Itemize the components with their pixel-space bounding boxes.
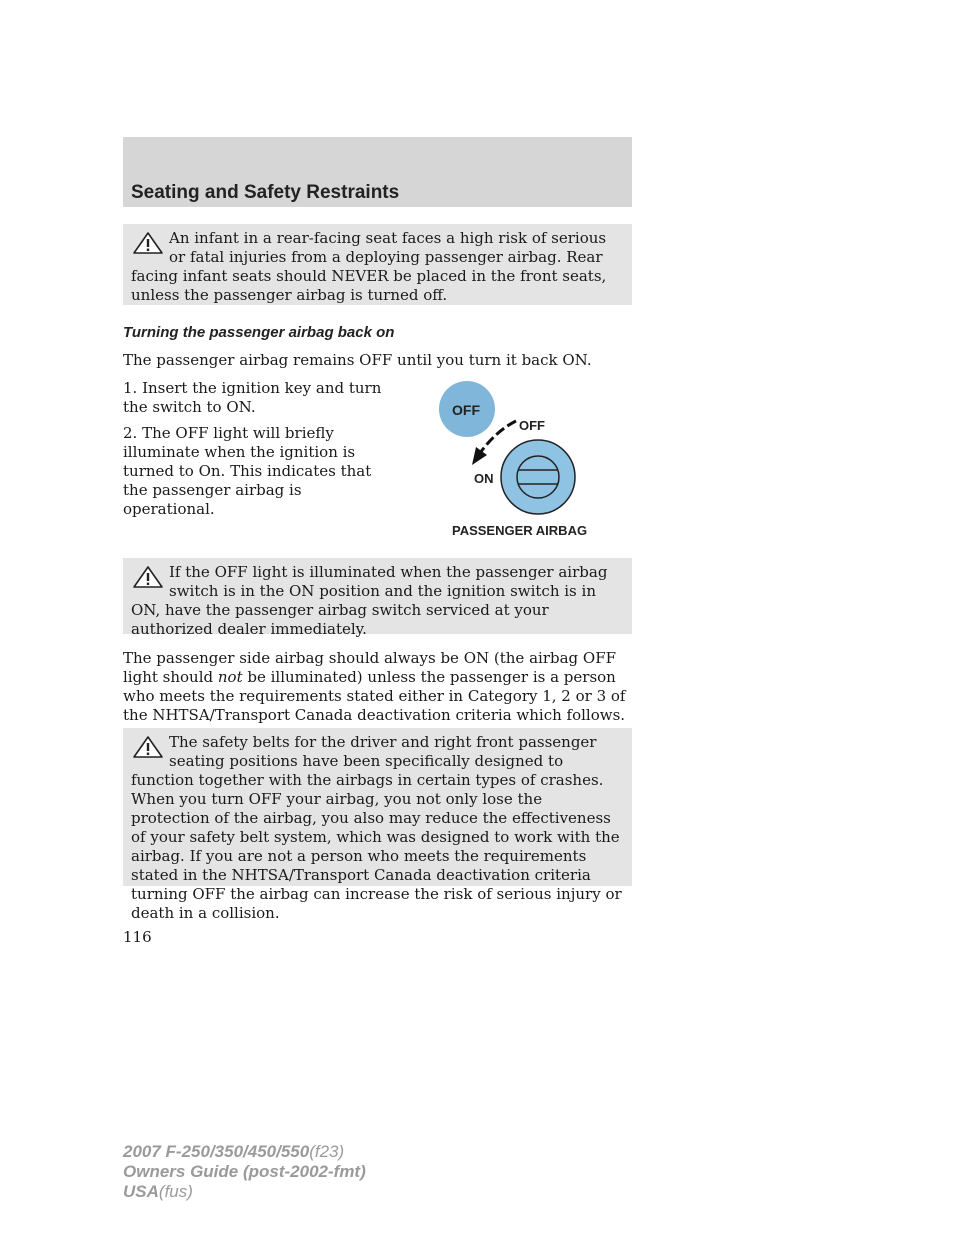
warning-triangle-icon <box>131 231 165 255</box>
warning-triangle-icon <box>131 565 165 589</box>
warning-text: An infant in a rear-facing seat faces a high risk of serious or fatal injuries from a deploying passenger airbag. Rear facing infant seats should NEVER be placed in the front seats, unless the passenger airbag is turned off. <box>131 229 607 304</box>
airbag-on-paragraph <box>123 649 632 725</box>
warning-box-infant-seat <box>123 224 632 305</box>
warning-text: If the OFF light is illuminated when the passenger airbag switch is in the ON position and the ignition switch is in ON, have the passenger airbag switch serviced at your authorized dealer immediately. <box>131 563 608 638</box>
section-header-band <box>123 137 632 207</box>
paragraph-text-end: be illuminated) unless the passenger is a person who meets the requirements stated either in Category 1, 2 or 3 of the NHTSA/Transport Canada deactivation criteria which follows. <box>123 668 626 724</box>
document-footer <box>123 1142 366 1202</box>
off-light-label: OFF <box>452 402 480 418</box>
section-title: Seating and Safety Restraints <box>131 182 400 203</box>
warning-text: The safety belts for the driver and right front passenger seating positions have been specifically designed to function together with the airbags in certain types of crashes. When you turn OFF your airbag, you not only lose the protection of the airbag, you also may reduce the effectiveness of your safety belt system, which was designed to work with the airbag. If you are not a person who meets the requirements stated in the NHTSA/Transport Canada deactivation criteria turning OFF the airbag can increase the risk of serious injury or death in a collision. <box>131 733 622 922</box>
footer-line-1 <box>123 1142 366 1162</box>
intro-paragraph: The passenger airbag remains OFF until you turn it back ON. <box>123 351 592 369</box>
passenger-airbag-switch-diagram <box>438 379 598 539</box>
step-1: 1. Insert the ignition key and turn the switch to ON. <box>123 379 382 416</box>
paragraph-emphasis: not <box>217 668 243 686</box>
passenger-airbag-caption: PASSENGER AIRBAG <box>452 523 588 538</box>
warning-box-safety-belts <box>123 728 632 922</box>
switch-off-label: OFF <box>519 418 545 433</box>
paragraph-text-start: The passenger side airbag should always be ON (the airbag OFF light should <box>123 649 617 686</box>
step-2: 2. The OFF light will briefly illuminate when the ignition is turned to On. This indicates that the passenger airbag is operational. <box>123 424 372 518</box>
rotation-arrowhead <box>472 447 487 465</box>
warning-box-off-light <box>123 558 632 638</box>
switch-keyhole <box>517 456 559 498</box>
footer-model-code: (f23) <box>309 1142 345 1161</box>
footer-market-code: (fus) <box>158 1182 193 1201</box>
subsection-heading: Turning the passenger airbag back on <box>123 324 395 341</box>
footer-model: 2007 F-250/350/450/550 <box>123 1142 310 1161</box>
footer-line-3 <box>123 1182 366 1202</box>
switch-on-label: ON <box>474 471 494 486</box>
footer-line-2 <box>123 1162 366 1182</box>
warning-triangle-icon <box>131 735 165 759</box>
page-number: 116 <box>123 928 152 946</box>
footer-guide-name: Owners Guide (post-2002-fmt) <box>123 1162 366 1181</box>
footer-market: USA <box>123 1182 159 1201</box>
